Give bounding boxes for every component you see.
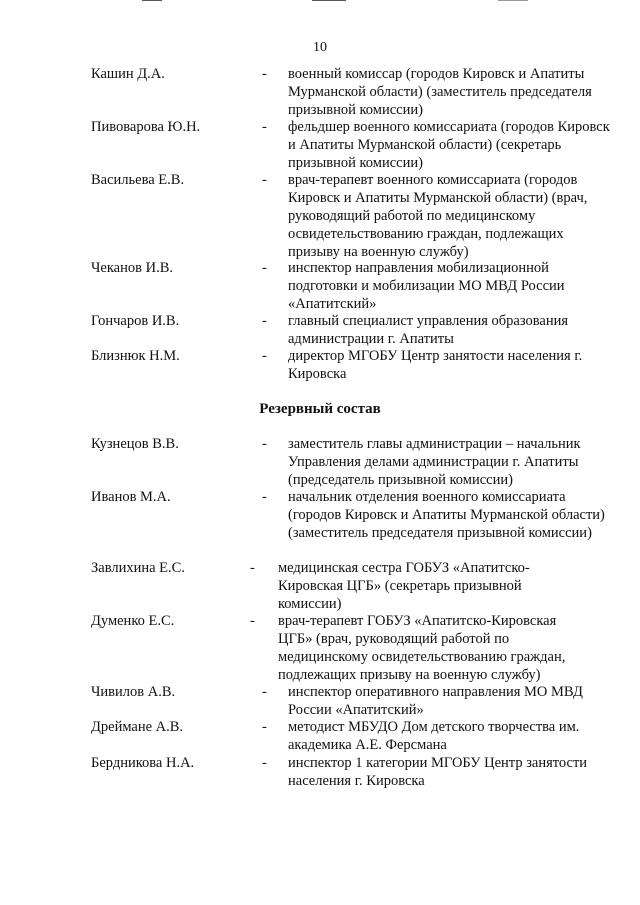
member-role: фельдшер военного комиссариата (городов Кировск и Апатиты Мурманской области) (секретарь призывной комиссии) — [288, 119, 610, 171]
member-name: Чивилов А.В. — [91, 684, 176, 700]
member-dash: - — [262, 119, 267, 135]
member-dash: - — [262, 313, 267, 329]
member-role: директор МГОБУ Центр занятости населения г. Кировска — [288, 348, 583, 382]
scan-edge-mark-center — [312, 0, 346, 1]
member-dash: - — [250, 613, 255, 629]
member-name: Дреймане А.В. — [91, 719, 184, 735]
member-name: Кузнецов В.В. — [91, 436, 179, 452]
member-name: Кашин Д.А. — [91, 66, 165, 82]
member-name: Завлихина Е.С. — [91, 560, 185, 576]
member-name: Васильева Е.В. — [91, 172, 185, 188]
member-dash: - — [262, 719, 267, 735]
member-name: Иванов М.А. — [91, 489, 171, 505]
member-dash: - — [262, 260, 267, 276]
member-name: Бердникова Н.А. — [91, 755, 195, 771]
member-role: военный комиссар (городов Кировск и Апатиты Мурманской области) (заместитель председателя призывной комиссии) — [288, 66, 592, 118]
member-role: инспектор 1 категории МГОБУ Центр занятости населения г. Кировска — [288, 755, 588, 789]
member-role: заместитель главы администрации – начальник Управления делами администрации г. Апатиты (председатель призывной комиссии) — [288, 436, 581, 488]
member-role: врач-терапевт военного комиссариата (городов Кировск и Апатиты Мурманской области) (врач, руководящий работой по медицинскому освидетельствованию граждан, подлежащих призыву на военную службу) — [288, 172, 588, 260]
member-role: методист МБУДО Дом детского творчества им. академика А.Е. Ферсмана — [288, 719, 580, 753]
member-role: инспектор оперативного направления МО МВД России «Апатитский» — [288, 684, 583, 718]
member-dash: - — [250, 560, 255, 576]
member-dash: - — [262, 489, 267, 505]
member-name: Думенко Е.С. — [91, 613, 175, 629]
member-dash: - — [262, 66, 267, 82]
member-name: Близнюк Н.М. — [91, 348, 180, 364]
member-name: Пивоварова Ю.Н. — [91, 119, 201, 135]
member-role: главный специалист управления образования администрации г. Апатиты — [288, 313, 569, 347]
member-dash: - — [262, 755, 267, 771]
member-role: начальник отделения военного комиссариата (городов Кировск и Апатиты Мурманской области) (заместитель председателя призывной комиссии) — [288, 489, 605, 541]
member-role: врач-терапевт ГОБУЗ «Апатитско-Кировская ЦГБ» (врач, руководящий работой по медицинскому освидетельствованию граждан, подлежащих призыву на военную службу) — [278, 613, 566, 683]
reserve-section-title: Резервный состав — [259, 401, 381, 417]
scan-edge-mark-left — [142, 0, 162, 1]
scan-edge-mark-right — [498, 0, 528, 1]
member-dash: - — [262, 684, 267, 700]
member-name: Чеканов И.В. — [91, 260, 173, 276]
member-role: медицинская сестра ГОБУЗ «Апатитско-Кировская ЦГБ» (секретарь призывной комиссии) — [278, 560, 530, 612]
member-dash: - — [262, 348, 267, 364]
member-role: инспектор направления мобилизационной подготовки и мобилизации МО МВД России «Апатитский» — [288, 260, 565, 312]
member-dash: - — [262, 172, 267, 188]
page-number: 10 — [313, 40, 327, 55]
member-dash: - — [262, 436, 267, 452]
member-name: Гончаров И.В. — [91, 313, 180, 329]
